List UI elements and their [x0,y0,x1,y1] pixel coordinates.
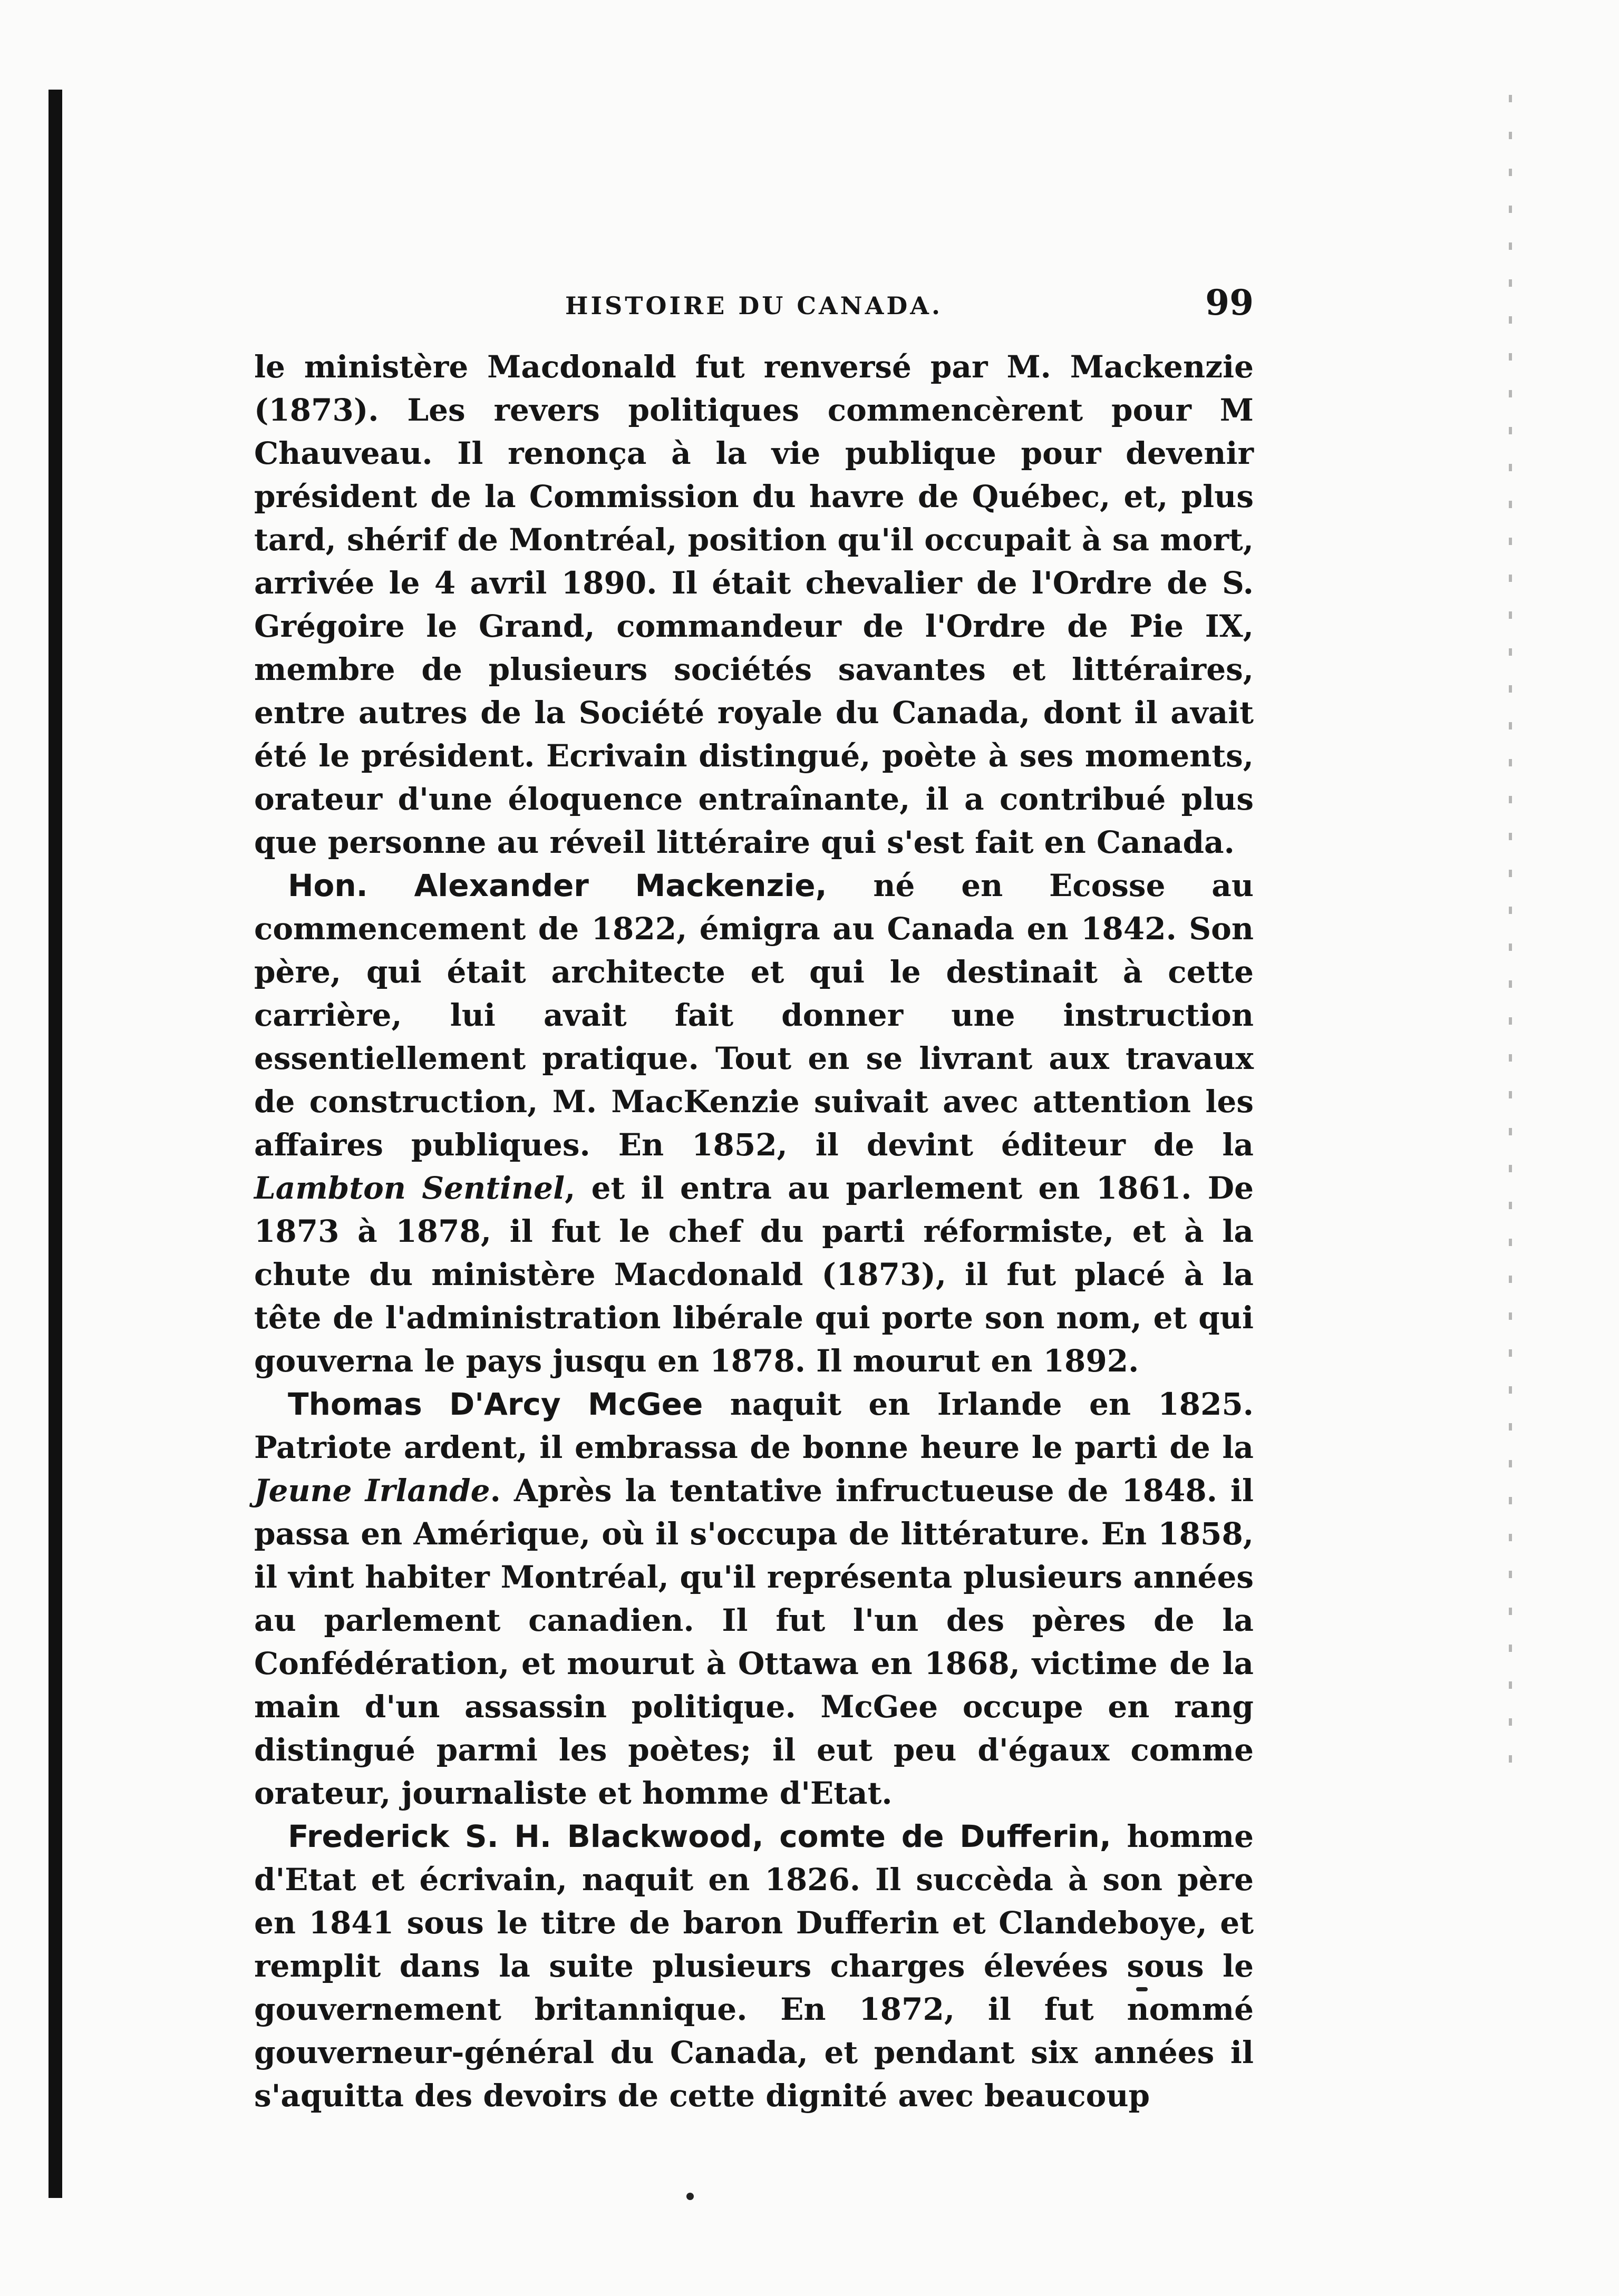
paragraph-mackenzie [254,864,1254,1383]
movement-title: Jeune Irlande [254,1473,490,1509]
running-title: HISTOIRE DU CANADA. [565,291,943,320]
text-segment: . Après la tentative infructueuse de 1848. il passa en Amérique, où il s'occupa de littérature. En 1858, il vint habiter Montréal, qu'il représenta plusieurs années au parlement canadien. Il fut l'un des pères de la Confédération, et mourut à Ottawa en 1868, victime de la main d'un assassin politique. McGee occupe en rang distingué parmi les poètes; il eut peu d'égaux comme orateur, journaliste et homme d'Etat. [254,1473,1254,1811]
text-segment: né en Ecosse au commencement de 1822, émigra au Canada en 1842. Son père, qui était architecte et qui le destinait à cette carrière, lui avait fait donner une instruction essentiellement pratique. Tout en se livrant aux travaux de construction, M. MacKenzie suivait avec attention les affaires publiques. En 1852, il devint éditeur de la [254,868,1254,1163]
stray-ink-dot [686,2193,694,2200]
text-segment: naquit en Irlande en 1825. Patriote ardent, il embrassa de bonne heure le parti de la [254,1386,1254,1465]
person-name: Thomas D'Arcy McGee [288,1386,703,1422]
page-number: 99 [1205,282,1254,323]
paragraph-chauveau [254,345,1254,864]
running-head [254,282,1254,324]
binding-shadow [49,90,62,2198]
text-segment: le ministère Macdonald fut renversé par M. Mackenzie (1873). Les revers politiques commencèrent pour M Chauveau. Il renonça à la vie publique pour devenir président de la Commission du havre de Québec, et, plus tard, shérif de Montréal, position qu'il occupait à sa mort, arrivée le 4 avril 1890. Il était chevalier de l'Ordre de S. Grégoire le Grand, commandeur de l'Ordre de Pie IX, membre de plusieurs sociétés savantes et littéraires, entre autres de la Société royale du Canada, dont il avait été le président. Ecrivain distingué, poète à ses moments, orateur d'une éloquence entraînante, il a contribué plus que personne au réveil littéraire qui s'est fait en Canada. [254,349,1254,860]
person-name: Hon. Alexander Mackenzie, [288,868,827,903]
page-edge-noise [1509,95,1512,1782]
text-segment: , et il entra au parlement en 1861. De 1873 à 1878, il fut le chef du parti réformiste, et à la chute du ministère Macdonald (1873), il fut placé à la tête de l'administration libérale qui porte son nom, et qui gouverna le pays jusqu en 1878. Il mourut en 1892. [254,1170,1254,1379]
body-text [254,345,1254,2117]
newspaper-title: Lambton Sentinel [254,1170,565,1206]
text-segment: homme d'Etat et écrivain, naquit en 1826. Il succèda à son père en 1841 sous le titre de baron Dufferin et Clandeboye, et remplit dans la suite plusieurs charges élevées sous le gouvernement britannique. En 1872, il fut nommé gouverneur-général du Canada, et pendant six années il s'aquitta des devoirs de cette dignité avec beaucoup [254,1818,1254,2114]
paragraph-mcgee [254,1383,1254,1815]
paragraph-dufferin [254,1815,1254,2117]
book-page [254,282,1254,2117]
person-name: Frederick S. H. Blackwood, comte de Dufferin, [288,1818,1111,1854]
